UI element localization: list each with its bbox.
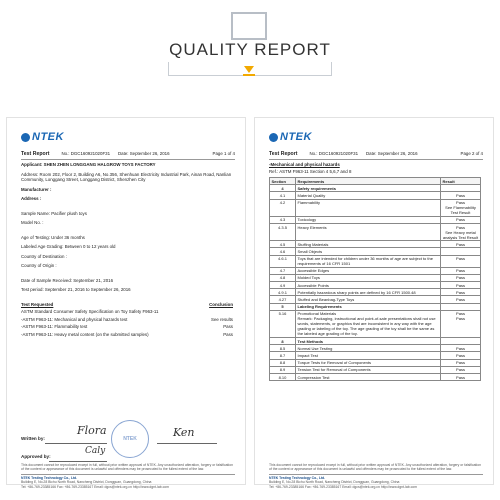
requirements-table — [269, 177, 481, 381]
request-row: -ASTM F963-11: Flammability test Pass — [21, 324, 233, 329]
table-row — [270, 359, 481, 366]
cell-result: Pass — [441, 296, 481, 303]
report-icon — [231, 12, 267, 40]
cell-section: 8.7 — [270, 352, 296, 359]
cell-result: Pass — [441, 359, 481, 366]
col-requirements: Requirements — [296, 178, 441, 185]
table-row — [270, 216, 481, 223]
cell-requirement: Impact Test — [296, 352, 441, 359]
signature-area — [21, 418, 233, 462]
written-by-label: Written by: — [21, 436, 45, 441]
signature-approved: Caly — [85, 446, 106, 456]
report-body — [21, 162, 233, 339]
cell-requirement: Molded Toys — [296, 274, 441, 281]
ntek-logo: NTEK — [269, 131, 312, 145]
page-number: Page 2 of 4 — [460, 151, 483, 156]
cell-result: Pass — [441, 241, 481, 248]
cell-section: 8 — [270, 338, 296, 345]
cell-section: 4.1 — [270, 192, 296, 199]
cell-result — [441, 303, 481, 310]
cell-section: 4.6.1 — [270, 255, 296, 267]
cell-requirement: Tension Test for Removal of Components — [296, 366, 441, 373]
cell-requirement: Compression Test — [296, 373, 441, 380]
cell-result: Pass — [441, 289, 481, 296]
reference: Ref.: ASTM F963-11 Section 4 5,6,7 and 8 — [269, 168, 352, 174]
table-row — [270, 274, 481, 281]
table-row — [270, 223, 481, 240]
cell-result — [441, 338, 481, 345]
report-date: Date: September 26, 2016 — [366, 151, 418, 156]
table-row — [270, 352, 481, 359]
written-by-line — [45, 443, 107, 444]
manufacturer: Manufacturer : — [21, 186, 52, 192]
table-row — [270, 248, 481, 255]
signature-writer: Flora — [77, 424, 107, 437]
age-of-testing: Age of Testing: Under 36 months — [21, 234, 85, 240]
disclaimer: This document cannot be reproduced except in full, without prior written approval of NTEK. Any unauthorized alteration, forgery or falsification of the content or appearance of this document is unlawful and offenders may be prosecuted to the fullest extent of the law. — [269, 463, 482, 472]
cell-requirement: Small Objects — [296, 248, 441, 255]
cell-requirement: Test Methods — [296, 338, 441, 345]
company-stamp: NTEK — [111, 420, 149, 458]
cell-requirement: Stuffing Materials — [296, 241, 441, 248]
cell-section: 4.9.1 — [270, 289, 296, 296]
cell-requirement: Safety requirements — [296, 185, 441, 192]
page-title: QUALITY REPORT — [169, 40, 331, 59]
report-number: No.: DGC160921020F31 — [309, 151, 359, 156]
cell-requirement: Accessible Points — [296, 282, 441, 289]
cell-requirement: Toys that are intended for children under 36 months of age are subject to the requirements of 16 CFR 1501 — [296, 255, 441, 267]
cell-section: 4.6 — [270, 248, 296, 255]
doc-header — [269, 151, 483, 160]
cell-result: Pass See Heavy metal analysis Test Result — [441, 223, 481, 240]
cell-result: Pass — [441, 267, 481, 274]
approver-line — [157, 443, 217, 444]
date-received: Date of Sample Received: September 21, 2016 — [21, 277, 114, 283]
cell-requirement: Potentially hazardous sharp points are defined by 16 CFR 1500.48 — [296, 289, 441, 296]
approved-by-label: Approved by: — [21, 454, 51, 459]
logo-mark-icon — [21, 133, 30, 142]
cell-requirement: Labeling Requirements — [296, 303, 441, 310]
cell-requirement: Flammability — [296, 199, 441, 216]
table-row — [270, 199, 481, 216]
request-row: ASTM Standard Consumer Safety Specification on Toy Safety F963-11 — [21, 309, 159, 314]
cell-result — [441, 248, 481, 255]
report-page-2 — [254, 117, 494, 489]
doc-header — [21, 151, 235, 160]
report-body — [269, 162, 481, 381]
company-contact: Tel: +86-769-23385166 Fax: +86-769-23385167 Email: dgcs@ntek.org.cn http://www.dgnt-lab.com — [21, 484, 170, 489]
applicant: Applicant: SHEN ZHEN LONGGANG HALGROW TOYS FACTORY — [21, 162, 156, 167]
test-report-label: Test Report — [21, 151, 50, 157]
cell-section: 5.16 — [270, 310, 296, 337]
cell-result: Pass — [441, 352, 481, 359]
table-row — [270, 303, 481, 310]
model-no: Model No. : — [21, 220, 44, 225]
cell-section: 4.27 — [270, 296, 296, 303]
col-section: Section — [270, 178, 296, 185]
cell-section: 4.5 — [270, 241, 296, 248]
table-row — [270, 310, 481, 337]
cell-requirement: Torque Tests for Removal of Components — [296, 359, 441, 366]
cell-result: Pass — [441, 373, 481, 380]
manufacturer-address: Address : — [21, 196, 42, 201]
down-arrow-icon — [244, 66, 254, 73]
cell-requirement: Heavy Elements — [296, 223, 441, 240]
table-row — [270, 338, 481, 345]
requests-header: Test Requested Conclusion — [21, 301, 233, 307]
cell-section: 4.9 — [270, 282, 296, 289]
cell-requirement: Toxicology — [296, 216, 441, 223]
col-result: Result — [441, 178, 481, 185]
request-row: -ASTM F963-11: Heavy metal content (on the submitted samples) Pass — [21, 331, 233, 337]
table-row — [270, 296, 481, 303]
company-name: NTEK Testing Technology Co., Ltd. — [21, 476, 78, 481]
cell-result: Pass See Flammability Test Result — [441, 199, 481, 216]
company-address: Building E, No.28 Bichu North Road, Nancheng District, Dongguan, Guangdong, China — [269, 480, 400, 485]
page-footer — [269, 463, 483, 489]
cell-section: 5 — [270, 303, 296, 310]
report-date: Date: September 26, 2016 — [118, 151, 170, 156]
test-period: Test period: September 21, 2016 to September 26, 2016 — [21, 287, 131, 292]
logo-mark-icon — [269, 133, 278, 142]
page-number: Page 1 of 4 — [212, 151, 235, 156]
table-row — [270, 373, 481, 380]
cell-result: Pass — [441, 345, 481, 352]
cell-section: 4.2 — [270, 199, 296, 216]
table-row — [270, 241, 481, 248]
cell-section: 4.3.5 — [270, 223, 296, 240]
section-subtitle: -Mechanical and physical hazards — [269, 162, 340, 167]
cell-result: Pass — [441, 255, 481, 267]
cell-section: 4 — [270, 185, 296, 192]
cell-section: 8.5 — [270, 345, 296, 352]
cell-section: 8.10 — [270, 373, 296, 380]
table-row — [270, 366, 481, 373]
company-address: Building E, No.28 Bichu North Road, Nancheng District, Dongguan, Guangdong, China — [21, 480, 152, 485]
table-row — [270, 282, 481, 289]
cell-section: 4.3 — [270, 216, 296, 223]
arrow-base-bar — [243, 74, 255, 76]
cell-result: Pass — [441, 192, 481, 199]
cell-requirement: Material Quality — [296, 192, 441, 199]
cell-section: 4.8 — [270, 274, 296, 281]
cell-result: Pass — [441, 282, 481, 289]
approved-by-line — [49, 461, 107, 462]
cell-result: Pass — [441, 366, 481, 373]
cell-result — [441, 185, 481, 192]
country-origin: Country of Origin : — [21, 263, 57, 268]
applicant-address: Address: Room 202, Floor 2, Building A6, No.356, Shenhuan Electricity Industrial Park, Ainan Road, Nanlian Community, Longgang Street, Longgang District, Shenzhen City — [21, 171, 232, 182]
table-row — [270, 289, 481, 296]
table-row — [270, 345, 481, 352]
cell-requirement: Promotional Materials Remark: Packaging, instructional and point-of-sale presentations shall not use words, statements, or graphics that are inconsistent in any way with the age grading or labeling of the toy. The age grading of the toy shall be the same as the labeled age grading of the toy. — [296, 310, 441, 337]
cell-requirement: Stuffed and Beanbag-Type Toys — [296, 296, 441, 303]
page-footer — [21, 463, 235, 489]
table-row — [270, 192, 481, 199]
cell-result: Pass — [441, 274, 481, 281]
cell-result: Pass — [441, 216, 481, 223]
table-row — [270, 267, 481, 274]
report-page-1 — [6, 117, 246, 489]
country-destination: Country of Destination : — [21, 253, 67, 259]
table-row — [270, 255, 481, 267]
cell-section: 8.8 — [270, 359, 296, 366]
cell-section: 8.9 — [270, 366, 296, 373]
cell-section: 4.7 — [270, 267, 296, 274]
labeled-age: Labeled Age Grading: Between 0 to 12 years old — [21, 244, 116, 249]
signature-approver: Ken — [173, 426, 195, 439]
request-row: -ASTM F963-11: Mechanical and physical hazards test See results — [21, 316, 233, 322]
table-row — [270, 185, 481, 192]
company-name: NTEK Testing Technology Co., Ltd. — [269, 476, 326, 481]
cell-result: Pass Pass — [441, 310, 481, 337]
test-report-label: Test Report — [269, 151, 298, 157]
cell-requirement: Normal Use Testing — [296, 345, 441, 352]
report-number: No.: DGC160921020F31 — [61, 151, 111, 156]
disclaimer: This document cannot be reproduced except in full, without prior written approval of NTEK. Any unauthorized alteration, forgery or falsification of the content or appearance of this document is unlawful and offenders may be prosecuted to the fullest extent of the law. — [21, 463, 234, 472]
sample-name: Sample Name: Pacifier plush toys — [21, 210, 87, 216]
company-contact: Tel: +86-769-23385166 Fax: +86-769-23385167 Email: dgcs@ntek.org.cn http://www.dgnt-lab.com — [269, 484, 418, 489]
ntek-logo: NTEK — [21, 131, 64, 145]
cell-requirement: Accessible Edges — [296, 267, 441, 274]
